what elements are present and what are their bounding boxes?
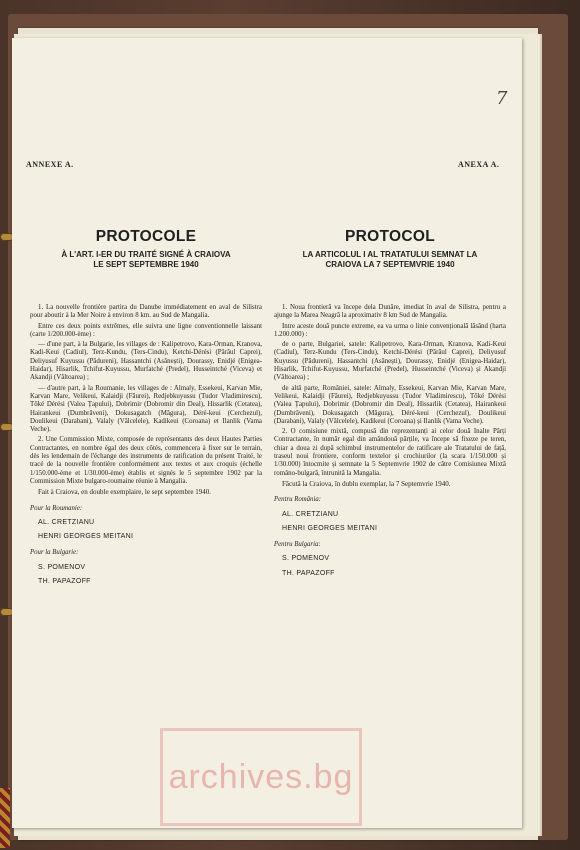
french-paragraph: — d'une part, à la Bulgarie, les villages de : Kalipetrovo, Kara-Orman, Kranova, Kadi-Keui (Cadiul), Terz-Kundu, (Ters-Cindu), Ketchi-Dérési (Pârâul Caprei), Deliyusuf Kuyussu (Pădureni), Hassantchi (Asănești), Dourassy, Enidjé (Enigea-Haidar), Hisarlik, Tchifut-Kuyussu, Murfatché (Predel), Husseintché (Viceva) et Akandji (Văltoarea) ; bbox=[30, 341, 262, 382]
romanian-body bbox=[274, 304, 506, 578]
annex-label-french: ANNEXE A. bbox=[26, 160, 74, 169]
archive-watermark: archives.bg bbox=[160, 728, 362, 826]
french-subtitle-line-1: À L'ART. I-ER DU TRAITÉ SIGNÉ À CRAIOVA bbox=[61, 250, 231, 259]
french-title: PROTOCOLE bbox=[95, 228, 197, 245]
romanian-party-bulgaria: Pentru Bulgaria: bbox=[274, 541, 321, 549]
signatory-name: TH. PAPAZOFF bbox=[282, 569, 335, 577]
french-party-bulgaria: Pour la Bulgarie: bbox=[30, 549, 79, 557]
romanian-subtitle-line-2: CRAIOVA LA 7 SEPTEMVRIE 1940 bbox=[325, 260, 455, 269]
document-page bbox=[12, 38, 522, 828]
french-paragraph: 2. Une Commission Mixte, composée de représentants des deux Hautes Parties Contractantes, en nombre égal des deux côtés, commencera à fixer sur le terrain, dès les lendemain de l'échange des instruments de ratification du présent Traité, le tracé de la nouvelle frontière conformément aux textes et aux croquis (échelle 1/150.000-ème et 1/30.000-ème) établis et signés le 5 septembre 1902 par la Commission Mixte bulgaro-roumaine réunie à Mangalia. bbox=[30, 436, 262, 485]
romanian-paragraph: 2. O comisiune mixtă, compusă din reprezentanți ai celor două Inalte Părți Contractante, în număr egal din amândouă părțile, va începe să fixeze pe teren, chiar a doua zi după schimbul instrumentelor de ratificare ale Tratatului de față, traseul noui frontiere, conform textelor și crochiurilor (la scara 1/150.000 și 1/30.000) întocmite și semnate la 5 Septemvrie 1902 de către Comisiunea Mixtă româno-bulgară, întrunită la Mangalia. bbox=[274, 428, 506, 477]
page-number: 7 bbox=[496, 88, 508, 109]
romanian-paragraph: de altă parte, României, satele: Almaly, Essekeui, Karvan Mie, Karvan Mare, Velikeui, Kalaidji (Făurei), Redjebkuyussu (Tudor Vladimirescu), Tőké Dérési (Valea Țapului), Dobrimir (Dobromir din Deal), Hissarlik (Cetatea), Hairankeui (Dumbrăveni), Dokusagatch (Măgura), Déré-keui (Cerchezul), Doulikeui (Darabani), Valaly (Vălcelele), Kadikeui (Coroana) și Ilanlik (Vama Veche). bbox=[274, 384, 506, 425]
romanian-done-at: Făcută la Craiova, în dublu exemplar, la 7 Septemvrie 1940. bbox=[282, 479, 451, 488]
signatory-name: AL. CRETZIANU bbox=[282, 510, 339, 518]
romanian-paragraph: 1. Noua frontieră va începe dela Dunăre, imediat în aval de Silistra, pentru a ajunge la Marea Neagră la aproximativ 8 km Sud de Mangalia. bbox=[274, 304, 506, 320]
french-done-at: Fait à Craiova, en double exemplaire, le sept septembre 1940. bbox=[38, 488, 212, 497]
french-paragraph: 1. La nouvelle frontière partira du Danube immédiatement en aval de Silistra pour aboutir à la Mer Noire à environ 8 km. au Sud de Mangalia. bbox=[30, 304, 262, 320]
romanian-subtitle-line-1: LA ARTICOLUL I AL TRATATULUI SEMNAT LA bbox=[302, 250, 478, 259]
signatory-name: HENRI GEORGES MEITANI bbox=[38, 533, 134, 541]
french-party-romania: Pour la Roumanie: bbox=[30, 504, 83, 512]
french-column bbox=[30, 228, 262, 592]
annex-label-romanian: ANEXA A. bbox=[458, 160, 500, 169]
signatory-name: HENRI GEORGES MEITANI bbox=[282, 524, 378, 532]
french-paragraph: Entre ces deux points extrêmes, elle suivra une ligne conventionnelle laissant (carte 1/200.000-ème) : bbox=[30, 322, 262, 338]
romanian-party-romania: Pentru România: bbox=[274, 496, 322, 504]
french-subtitle-line-2: LE SEPT SEPTEMBRE 1940 bbox=[93, 260, 199, 269]
french-body bbox=[30, 304, 262, 586]
signatory-name: TH. PAPAZOFF bbox=[38, 578, 91, 586]
signatory-name: AL. CRETZIANU bbox=[38, 518, 95, 526]
signatory-name: S. POMENOV bbox=[282, 555, 330, 563]
french-paragraph: — d'autre part, à la Roumanie, les villages de : Almaly, Essekeui, Karvan Mie, Karvan Mare, Velikeui, Kalaidji (Făurei), Redjebkuyussu (Tudor Vladimirescu), Tőké Dérési (Valea Țapului), Dobrimir (Dobromir din Deal), Hissarlik (Cetatea), Hairankeui (Dumbrăveni), Dokusagatch (Măgura), Déré-keui (Cerchezul), Doulikeui (Darabani), Valaly (Vălcelele), Kadikeui (Coroana) et Ilanlik (Vama Veche). bbox=[30, 384, 262, 434]
romanian-paragraph: de o parte, Bulgariei, satele: Kalipetrovo, Kara-Orman, Kranova, Kadi-Keui (Cadiul), Terz-Kundu (Ters-Cindu), Ketchi-Dérési (Pârâul Caprei), Deliyusuf Kuyussu (Pădureni), Hassantchi (Asănești), Dourassy, Enidjé (Enigea-Haidar), Hisarlik, Tchifut-Kuyussu, Murfatché (Predel), Husseintché (Viceva) și Akandji (Văltoarea) ; bbox=[274, 341, 506, 382]
binding-ribbon bbox=[0, 788, 10, 848]
romanian-title: PROTOCOL bbox=[345, 228, 435, 245]
romanian-column bbox=[274, 228, 506, 584]
romanian-paragraph: Intre aceste două puncte extreme, ea va urma o linie convențională lăsând (harta 1.200.000) : bbox=[274, 322, 506, 338]
signatory-name: S. POMENOV bbox=[38, 563, 86, 571]
